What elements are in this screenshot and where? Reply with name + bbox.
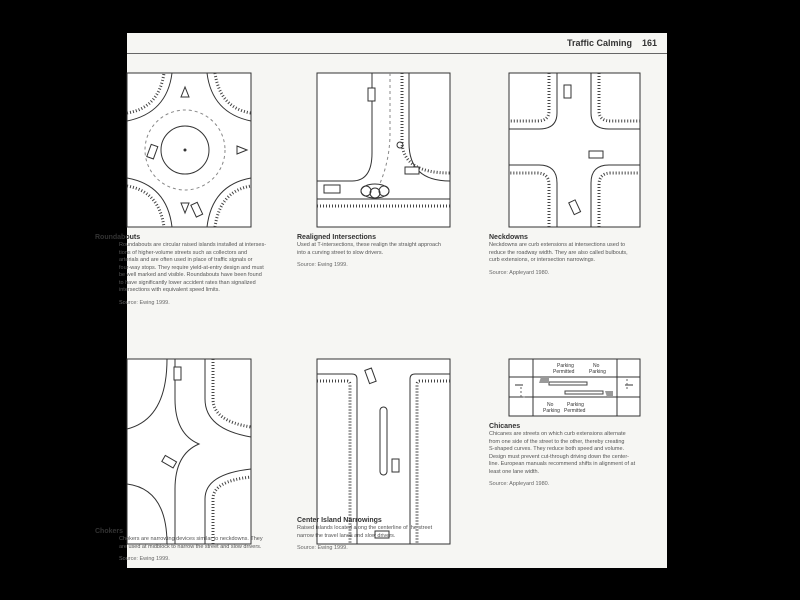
caption-line: Raised islands located along the centerline of the street: [297, 525, 433, 531]
svg-text:Parking: Parking: [557, 363, 574, 369]
caption-title: Chicanes: [489, 423, 521, 430]
caption-line: Design must prevent cut-through driving down the center-: [489, 453, 630, 460]
svg-text:No: No: [547, 402, 554, 408]
chicanes-figure: [509, 359, 641, 417]
neckdowns-caption: [489, 234, 659, 277]
chokers-caption: [95, 528, 277, 564]
caption-line: curb extensions, or intersection narrowings.: [489, 257, 596, 263]
svg-text:Permitted: Permitted: [553, 369, 575, 375]
caption-title: Roundabouts: [95, 234, 141, 241]
chokers-figure: [127, 359, 252, 545]
caption-source: Source: Appleyard 1980.: [489, 481, 550, 487]
caption-title: Center Island Narrowings: [297, 517, 382, 524]
chicanes-caption: [489, 423, 659, 489]
caption-line: Chicanes are streets on which curb extensions alternate: [489, 431, 626, 437]
caption-source: Source: Ewing 1999.: [119, 556, 170, 562]
roundabout-figure: [127, 73, 252, 228]
running-header: [567, 38, 657, 48]
caption-line: line. European manuals recommend shifts in alignment of at: [489, 461, 636, 467]
realigned-intersection-figure: [317, 73, 451, 228]
caption-line: arterials and are often used in place of traffic signals or: [119, 257, 253, 263]
caption-title: Chokers: [95, 528, 124, 535]
neckdowns-figure: [509, 73, 641, 228]
svg-text:Parking: Parking: [589, 369, 606, 375]
caption-line: Neckdowns are curb extensions at intersections used to: [489, 242, 626, 248]
caption-line: are used at midblock to narrow the street and slow drivers.: [119, 543, 262, 550]
caption-source: Source: Ewing 1999.: [119, 299, 170, 306]
caption-title: Neckdowns: [489, 234, 528, 241]
caption-line: least one lane width.: [489, 468, 540, 475]
caption-line: Used at T-intersections, these realign the straight approach: [297, 242, 441, 248]
caption-line: reduce the roadway width. They are also called bulbouts,: [489, 249, 628, 256]
caption-line: Roundabouts are circular raised islands installed at interses-: [119, 242, 267, 248]
caption-line: Chokers are narrowing devices similar to neckdowns. They: [119, 536, 263, 542]
center-island-caption: [297, 517, 472, 553]
roundabouts-caption: [95, 234, 277, 307]
caption-line: four-way stops. They require yield-at-entry design and must: [119, 264, 264, 271]
svg-text:Parking: Parking: [543, 408, 560, 414]
caption-line: to have significantly lower accident rates than signalized: [119, 279, 256, 286]
book-page: [95, 33, 667, 568]
svg-text:Parking: Parking: [567, 402, 584, 408]
caption-source: Source: Ewing 1999.: [297, 262, 348, 268]
caption-line: intersections with equivalent speed limits.: [119, 287, 220, 293]
realigned-caption: [297, 234, 467, 270]
caption-line: narrow the travel lanes and slow drivers.: [297, 532, 396, 539]
caption-line: be well marked and visible. Roundabouts have been found: [119, 272, 262, 278]
caption-line: S-shaped curves. They reduce both speed and volume.: [489, 446, 625, 452]
caption-source: Source: Ewing 1999.: [297, 545, 348, 551]
page-number: 161: [641, 38, 657, 48]
svg-text:No: No: [593, 363, 600, 369]
caption-line: into a curving street to slow drivers.: [297, 249, 384, 256]
caption-line: tions of higher-volume streets such as collectors and: [119, 249, 248, 256]
caption-source: Source: Appleyard 1980.: [489, 269, 550, 276]
header-rule: [127, 53, 667, 54]
header-title: Traffic Calming: [566, 38, 632, 48]
svg-text:Permitted: Permitted: [564, 408, 586, 414]
caption-line: from one side of the street to the other, thereby creating: [489, 438, 625, 445]
caption-title: Realigned Intersections: [297, 234, 376, 241]
